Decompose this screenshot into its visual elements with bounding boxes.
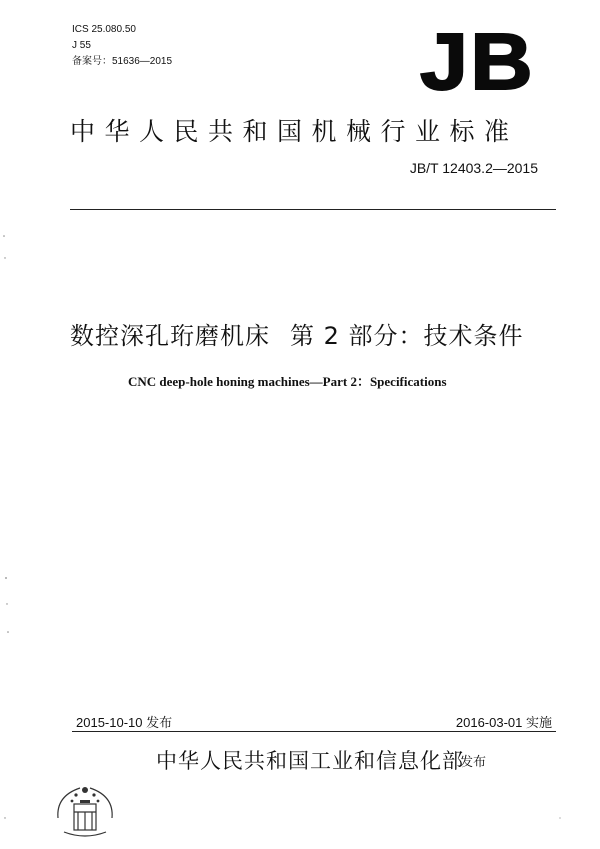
title-english: CNC deep-hole honing machines—Part 2：Specifications xyxy=(128,374,447,389)
issuer-suffix: 发布 xyxy=(460,755,487,770)
standard-number: JB/T 12403.2—2015 xyxy=(409,160,538,176)
ccs-code: J 55 xyxy=(72,40,91,51)
title-chinese xyxy=(70,316,524,351)
issue-date: 2015-10-10 发布 xyxy=(76,715,173,730)
title-chinese-main: 数控深孔珩磨机床 xyxy=(70,322,270,350)
record-number: 备案号：51636—2015 xyxy=(72,56,173,67)
ics-code: ICS 25.080.50 xyxy=(72,24,136,35)
title-chinese-part: 第 2 部分：技术条件 xyxy=(290,322,524,350)
standard-category: 中华人民共和国机械行业标准 xyxy=(70,117,519,146)
effective-date: 2016-03-01 实施 xyxy=(455,715,552,730)
national-emblem-icon xyxy=(50,778,120,842)
classification-block xyxy=(72,22,172,70)
issuing-authority: 中华人民共和国工业和信息化部 xyxy=(156,749,464,773)
jb-logo: JB xyxy=(420,17,535,106)
bottom-divider xyxy=(72,731,556,732)
top-divider xyxy=(70,209,556,210)
